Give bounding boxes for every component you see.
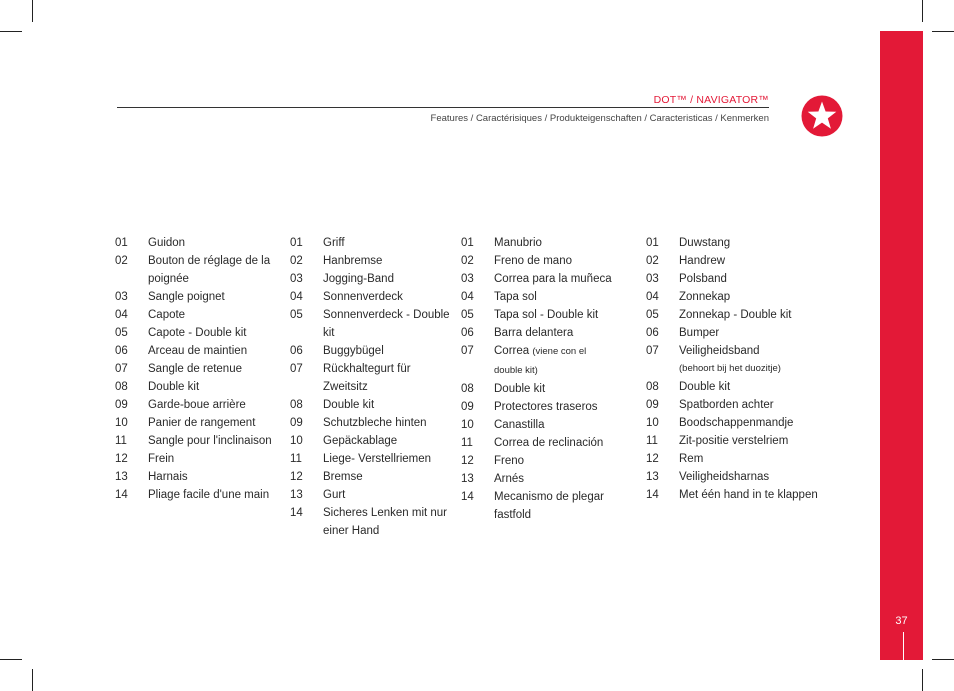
feature-item (646, 270, 829, 288)
feature-label (679, 468, 829, 486)
feature-text: Met één hand in te klappen (679, 489, 818, 501)
feature-number: 04 (290, 291, 303, 303)
feature-label (323, 360, 451, 396)
feature-label (323, 270, 451, 288)
features-column-nl (646, 234, 829, 504)
feature-text: Zit-positie verstelriem (679, 435, 789, 447)
feature-item (461, 306, 614, 324)
feature-number: 03 (290, 273, 303, 285)
feature-text: Double kit (323, 399, 375, 411)
features-column-es (461, 234, 614, 524)
feature-label (679, 252, 829, 270)
feature-label (494, 452, 614, 470)
feature-text: Arceau de maintien (148, 345, 248, 357)
feature-number: 10 (290, 435, 303, 447)
feature-number: 07 (290, 363, 303, 375)
feature-label (494, 434, 614, 452)
feature-text: Freno de mano (494, 255, 572, 267)
feature-item (290, 360, 451, 396)
feature-text: Zonnekap - Double kit (679, 309, 792, 321)
feature-number: 14 (290, 507, 303, 519)
crop-mark (0, 31, 22, 32)
feature-label (323, 504, 451, 540)
feature-item (646, 378, 829, 396)
feature-number: 06 (290, 345, 303, 357)
feature-number: 11 (115, 435, 127, 447)
feature-number: 09 (115, 399, 128, 411)
feature-text: Rückhaltegurt für Zweitsitz (323, 363, 411, 393)
feature-number: 02 (115, 255, 128, 267)
feature-item (646, 432, 829, 450)
feature-text: Sonnenverdeck (323, 291, 403, 303)
feature-item (290, 396, 451, 414)
feature-label (148, 288, 283, 306)
feature-text: Freno (494, 455, 525, 467)
feature-text: Veiligheidsharnas (679, 471, 770, 483)
feature-text: Bumper (679, 327, 720, 339)
header-rule (117, 107, 769, 108)
feature-item (461, 342, 614, 380)
feature-number: 03 (461, 273, 474, 285)
feature-label (323, 414, 451, 432)
feature-item (290, 306, 451, 342)
feature-item (290, 468, 451, 486)
feature-item (646, 450, 829, 468)
feature-label (494, 288, 614, 306)
feature-item (115, 468, 283, 486)
feature-text: Veiligheidsband (679, 345, 760, 357)
feature-number: 02 (646, 255, 659, 267)
feature-text: Sangle de retenue (148, 363, 242, 375)
crop-mark (932, 659, 954, 660)
feature-label (494, 416, 614, 434)
feature-text: Mecanismo de plegar fastfold (494, 491, 604, 521)
feature-item (461, 380, 614, 398)
feature-text: Pliage facile d'une main (148, 489, 270, 501)
feature-number: 11 (646, 435, 658, 447)
feature-label (494, 342, 614, 380)
side-band (880, 31, 923, 660)
feature-number: 01 (290, 237, 303, 249)
feature-number: 07 (115, 363, 128, 375)
feature-number: 01 (461, 237, 474, 249)
feature-label (679, 378, 829, 396)
feature-number: 04 (646, 291, 659, 303)
feature-item (290, 234, 451, 252)
feature-text: Zonnekap (679, 291, 731, 303)
feature-text: Buggybügel (323, 345, 384, 357)
feature-label (148, 450, 283, 468)
feature-item (461, 452, 614, 470)
feature-text: Sicheres Lenken mit nur einer Hand (323, 507, 448, 537)
feature-text: Gurt (323, 489, 346, 501)
feature-text: Capote - Double kit (148, 327, 247, 339)
feature-number: 07 (646, 345, 659, 357)
feature-label (679, 288, 829, 306)
feature-item (115, 306, 283, 324)
feature-label (494, 324, 614, 342)
feature-item (290, 342, 451, 360)
feature-label (679, 414, 829, 432)
feature-label (323, 234, 451, 252)
feature-number: 04 (115, 309, 128, 321)
feature-number: 05 (115, 327, 128, 339)
feature-label (323, 252, 451, 270)
feature-item (115, 342, 283, 360)
feature-number: 10 (461, 419, 474, 431)
feature-number: 11 (461, 437, 473, 449)
feature-label (323, 306, 451, 342)
feature-label (323, 342, 451, 360)
feature-number: 12 (115, 453, 128, 465)
feature-label (679, 324, 829, 342)
feature-text: Capote (148, 309, 186, 321)
feature-item (290, 432, 451, 450)
feature-label (323, 396, 451, 414)
feature-text: Bremse (323, 471, 363, 483)
feature-number: 04 (461, 291, 474, 303)
feature-number: 09 (646, 399, 659, 411)
feature-number: 06 (461, 327, 474, 339)
feature-number: 05 (290, 309, 303, 321)
feature-number: 01 (646, 237, 659, 249)
header-subtitle: Features / Caractérisiques / Produkteigenschaften / Caracteristicas / Kenmerken (430, 113, 769, 124)
feature-text: Hanbremse (323, 255, 383, 267)
feature-label (323, 288, 451, 306)
feature-label (494, 306, 614, 324)
feature-text: Liege- Verstellriemen (323, 453, 432, 465)
feature-item (115, 396, 283, 414)
feature-label (148, 468, 283, 486)
feature-item (461, 470, 614, 488)
feature-number: 14 (461, 491, 474, 503)
feature-item (290, 414, 451, 432)
feature-item (290, 504, 451, 540)
feature-text: Sonnenverdeck - Double kit (323, 309, 450, 339)
feature-item (115, 360, 283, 378)
feature-item (646, 324, 829, 342)
feature-label (679, 342, 829, 378)
feature-text: Panier de rangement (148, 417, 256, 429)
feature-text: Arnés (494, 473, 525, 485)
feature-number: 14 (646, 489, 659, 501)
feature-label (148, 234, 283, 252)
feature-number: 10 (115, 417, 128, 429)
crop-mark (932, 31, 954, 32)
feature-label (494, 380, 614, 398)
feature-label (494, 270, 614, 288)
feature-number: 08 (115, 381, 128, 393)
feature-text: Correa (494, 345, 530, 357)
crop-mark (922, 0, 923, 22)
page-number: 37 (895, 615, 908, 627)
feature-item (115, 324, 283, 342)
feature-text: Bouton de réglage de la poignée (148, 255, 271, 285)
feature-label (148, 378, 283, 396)
feature-item (646, 342, 829, 378)
feature-label (679, 486, 829, 504)
feature-text: Spatborden achter (679, 399, 774, 411)
feature-label (323, 432, 451, 450)
feature-label (148, 306, 283, 324)
feature-item (115, 486, 283, 504)
feature-number: 06 (646, 327, 659, 339)
feature-label (494, 398, 614, 416)
feature-number: 14 (115, 489, 128, 501)
feature-text: Polsband (679, 273, 727, 285)
feature-number: 13 (115, 471, 128, 483)
feature-text: Rem (679, 453, 704, 465)
feature-text: Sangle poignet (148, 291, 225, 303)
feature-number: 09 (290, 417, 303, 429)
feature-item (290, 252, 451, 270)
feature-text: Sangle pour l'inclinaison (148, 435, 272, 447)
feature-label (148, 342, 283, 360)
feature-item (290, 270, 451, 288)
feature-note: (behoort bij het duozitje) (679, 363, 781, 374)
header-title: DOT™ / NAVIGATOR™ (653, 94, 769, 106)
feature-text: Protectores traseros (494, 401, 598, 413)
feature-text: Double kit (148, 381, 200, 393)
feature-item (115, 378, 283, 396)
feature-text: Duwstang (679, 237, 731, 249)
features-column-de (290, 234, 451, 540)
feature-label (148, 396, 283, 414)
feature-item (646, 234, 829, 252)
feature-label (323, 450, 451, 468)
feature-item (461, 398, 614, 416)
feature-item (461, 434, 614, 452)
feature-item (290, 288, 451, 306)
feature-number: 13 (646, 471, 659, 483)
feature-number: 08 (646, 381, 659, 393)
feature-item (646, 288, 829, 306)
feature-text: Gepäckablage (323, 435, 398, 447)
feature-number: 02 (290, 255, 303, 267)
feature-number: 13 (290, 489, 303, 501)
feature-text: Tapa sol (494, 291, 537, 303)
feature-item (461, 416, 614, 434)
feature-item (461, 270, 614, 288)
feature-label (148, 432, 283, 450)
page-number-rule (903, 632, 904, 660)
feature-item (646, 396, 829, 414)
feature-text: Correa de reclinación (494, 437, 604, 449)
feature-item (646, 414, 829, 432)
feature-item (461, 288, 614, 306)
feature-number: 12 (646, 453, 659, 465)
feature-label (679, 270, 829, 288)
feature-number: 06 (115, 345, 128, 357)
feature-text: Canastilla (494, 419, 545, 431)
feature-text: Double kit (679, 381, 731, 393)
feature-item (646, 306, 829, 324)
feature-text: Handrew (679, 255, 726, 267)
feature-label (494, 488, 614, 524)
feature-number: 07 (461, 345, 474, 357)
feature-number: 03 (115, 291, 128, 303)
feature-number: 01 (115, 237, 128, 249)
feature-label (148, 252, 283, 288)
feature-number: 02 (461, 255, 474, 267)
feature-item (115, 234, 283, 252)
feature-item (115, 432, 283, 450)
feature-number: 11 (290, 453, 302, 465)
crop-mark (0, 659, 22, 660)
feature-item (115, 252, 283, 288)
feature-label (494, 470, 614, 488)
feature-number: 05 (646, 309, 659, 321)
star-icon (801, 95, 843, 137)
feature-number: 05 (461, 309, 474, 321)
feature-text: Boodschappenmandje (679, 417, 794, 429)
feature-item (646, 468, 829, 486)
feature-item (461, 234, 614, 252)
feature-item (461, 488, 614, 524)
feature-label (679, 234, 829, 252)
feature-item (290, 450, 451, 468)
feature-number: 08 (461, 383, 474, 395)
feature-label (679, 306, 829, 324)
feature-label (148, 486, 283, 504)
feature-text: Griff (323, 237, 345, 249)
feature-label (494, 234, 614, 252)
feature-text: Tapa sol - Double kit (494, 309, 599, 321)
feature-number: 09 (461, 401, 474, 413)
feature-text: Double kit (494, 383, 546, 395)
feature-text: Guidon (148, 237, 186, 249)
feature-item (115, 450, 283, 468)
crop-mark (922, 669, 923, 691)
feature-item (461, 324, 614, 342)
feature-item (646, 486, 829, 504)
feature-note: (viene con el double kit) (494, 346, 587, 376)
feature-number: 13 (461, 473, 474, 485)
feature-text: Harnais (148, 471, 188, 483)
feature-text: Manubrio (494, 237, 542, 249)
feature-label (494, 252, 614, 270)
feature-item (461, 252, 614, 270)
feature-item (115, 288, 283, 306)
feature-text: Jogging-Band (323, 273, 394, 285)
feature-item (290, 486, 451, 504)
feature-text: Barra delantera (494, 327, 574, 339)
feature-label (323, 486, 451, 504)
feature-label (679, 396, 829, 414)
feature-number: 08 (290, 399, 303, 411)
feature-text: Frein (148, 453, 175, 465)
feature-label (148, 360, 283, 378)
feature-label (148, 414, 283, 432)
feature-text: Schutzbleche hinten (323, 417, 427, 429)
feature-item (646, 252, 829, 270)
feature-text: Garde-boue arrière (148, 399, 246, 411)
feature-label (148, 324, 283, 342)
crop-mark (32, 0, 33, 22)
feature-number: 12 (461, 455, 474, 467)
feature-label (679, 450, 829, 468)
feature-text: Correa para la muñeca (494, 273, 612, 285)
feature-label (679, 432, 829, 450)
feature-number: 12 (290, 471, 303, 483)
feature-item (115, 414, 283, 432)
features-column-fr (115, 234, 283, 504)
feature-label (323, 468, 451, 486)
feature-number: 03 (646, 273, 659, 285)
crop-mark (32, 669, 33, 691)
feature-number: 10 (646, 417, 659, 429)
